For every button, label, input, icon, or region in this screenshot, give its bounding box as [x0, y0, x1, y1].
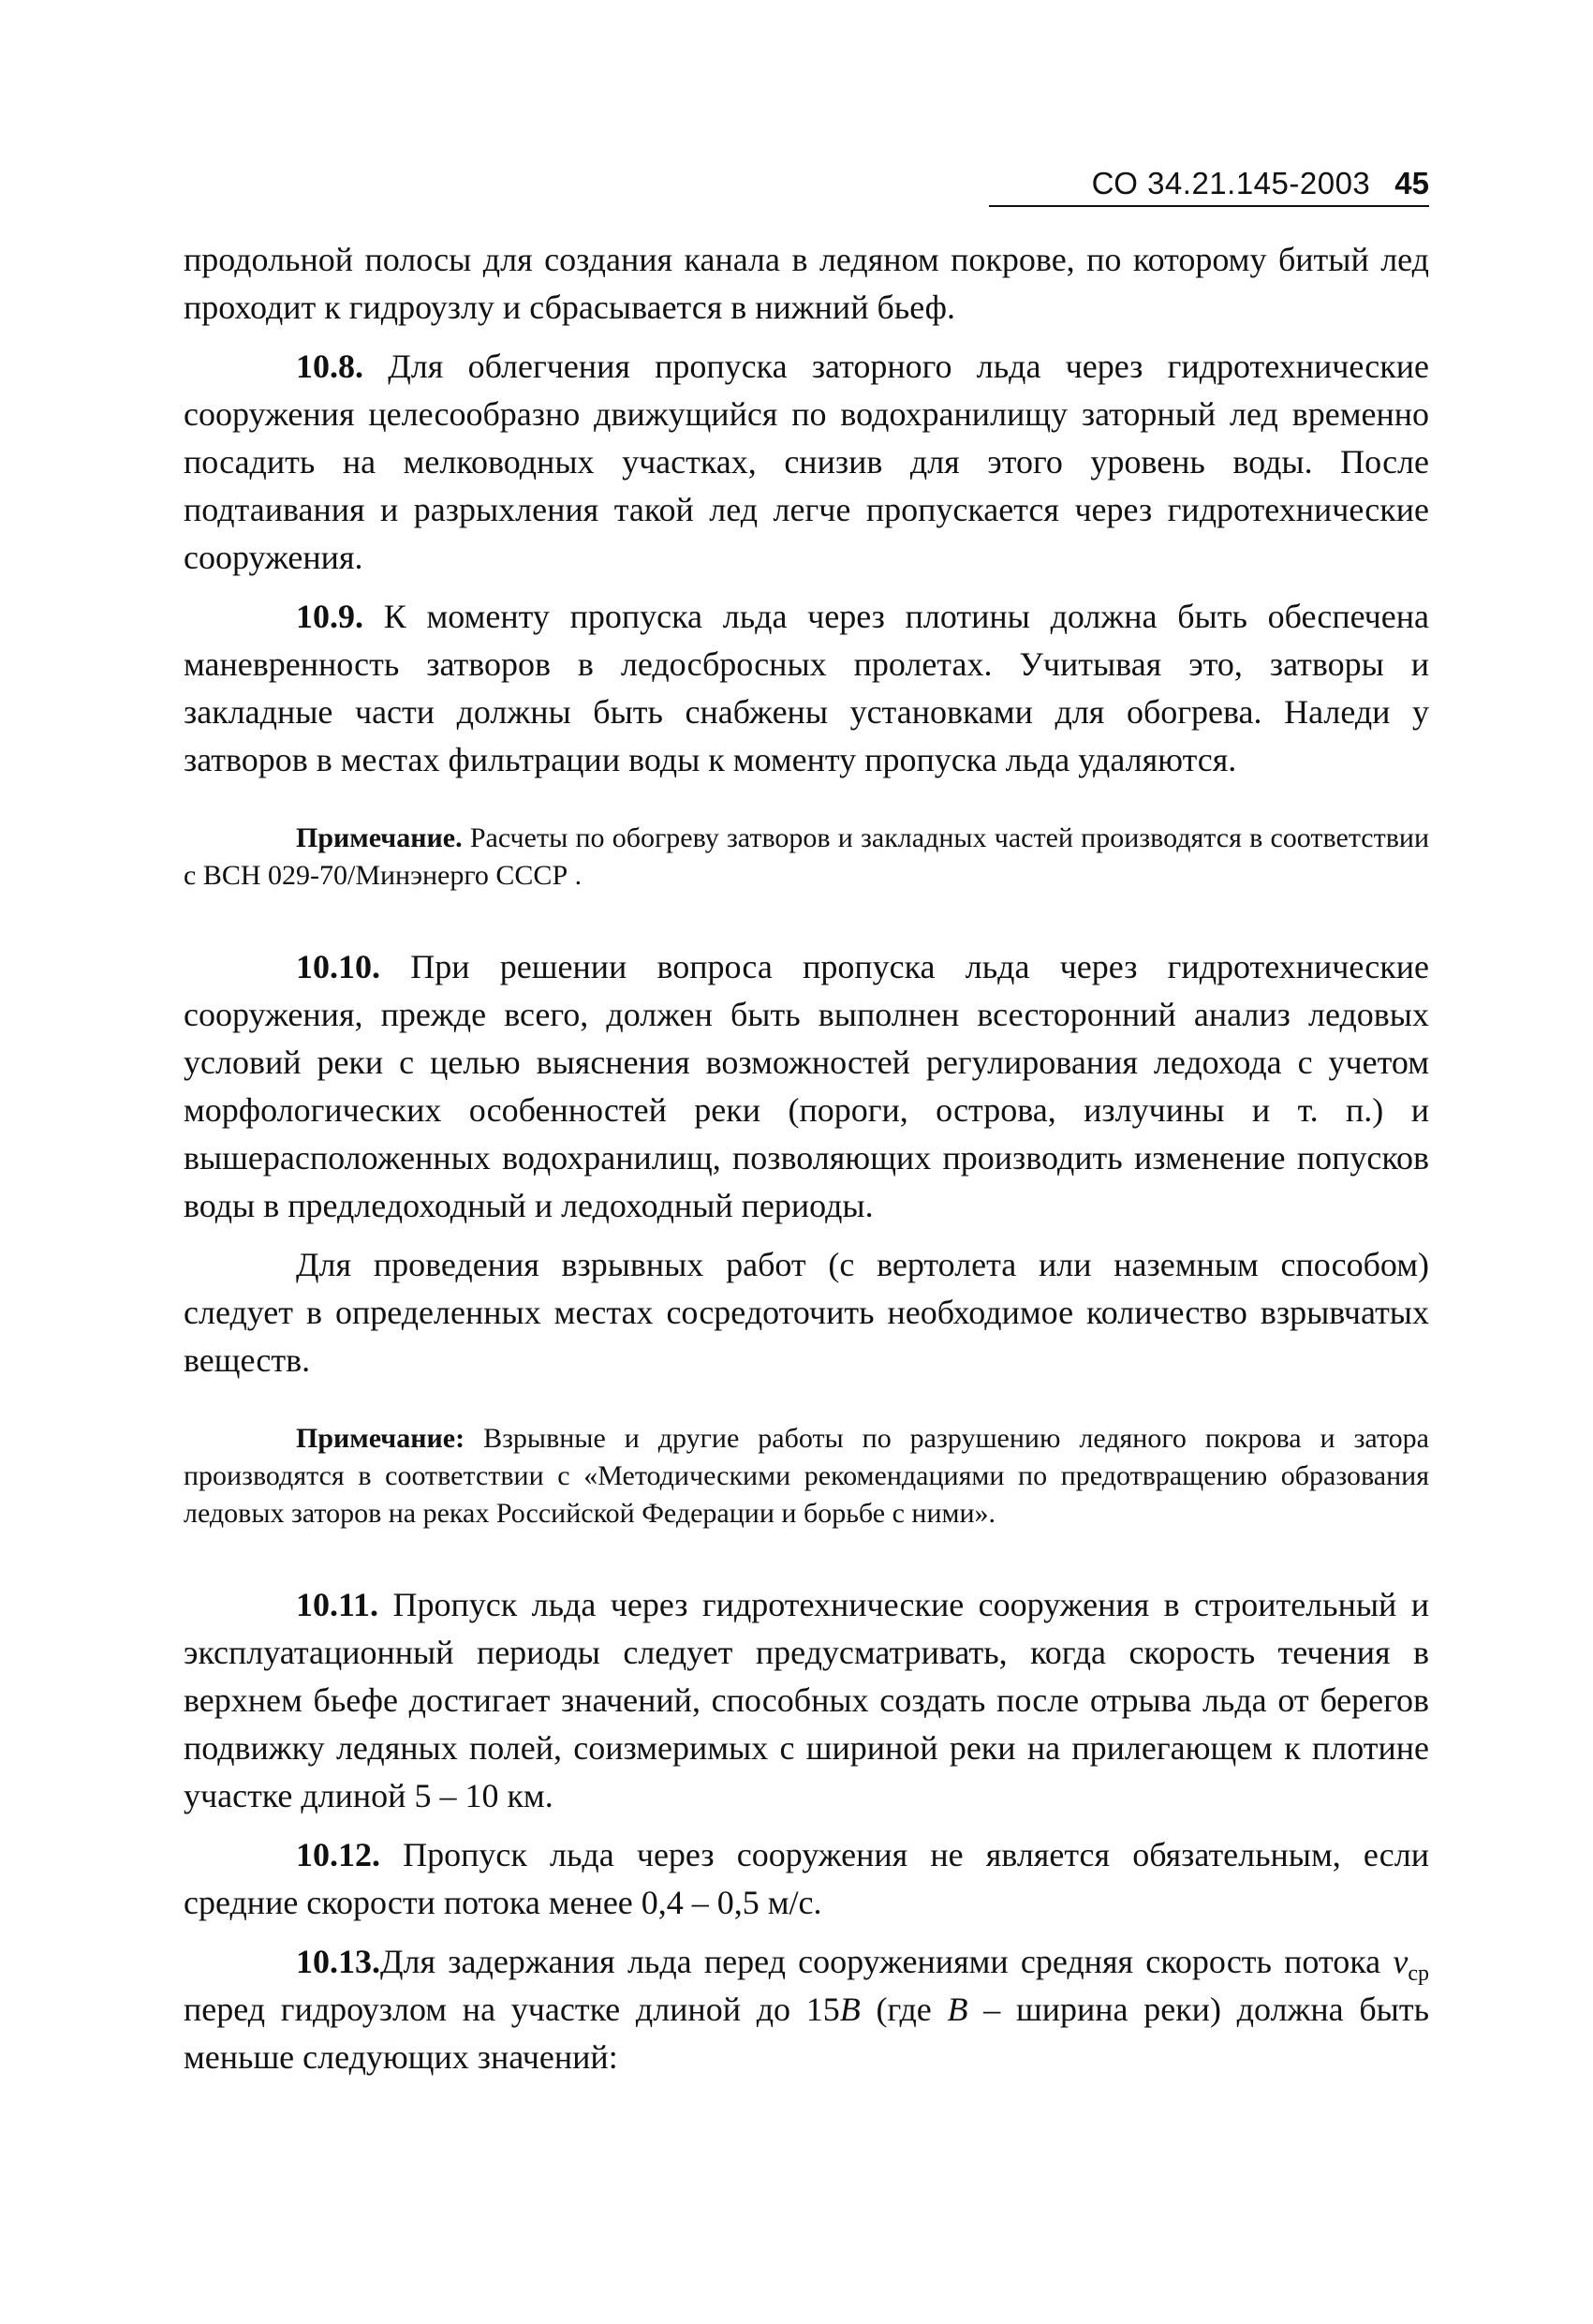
note-label: Примечание:: [296, 1423, 465, 1454]
header-rule: [989, 205, 1429, 207]
document-page: [184, 0, 1429, 2324]
paragraph-explosives: [184, 1241, 1429, 1384]
paragraph-10-13: [184, 1938, 1429, 2081]
paragraph-text: перед гидроузлом на участке длиной до 15: [184, 1991, 840, 2028]
velocity-symbol: v: [1393, 1943, 1409, 1980]
note-heating: [184, 820, 1429, 895]
paragraph-text: Пропуск льда через гидротехнические сооружения в строительный и эксплуатационный периоды следует предусматривать, когда скорость течения в верхнем бьефе достигает значений, способных создать после отрыва льда от берегов подвижку ледяных полей, соизмеримых с шириной реки на прилегающем к плотине участке длиной 5 – 10 км.: [184, 1586, 1429, 1814]
width-symbol: B: [947, 1991, 968, 2028]
paragraph-number: 10.11.: [296, 1586, 379, 1623]
note-label: Примечание.: [296, 822, 463, 853]
paragraph-text: продольной полосы для создания канала в ледяном покрове, по которому битый лед проходит к гидроузлу и сбрасывается в нижний бьеф.: [184, 241, 1429, 326]
paragraph-text: (где: [860, 1991, 948, 2028]
velocity-subscript: ср: [1408, 1961, 1429, 1986]
paragraph-text: Для задержания льда перед сооружениями средняя скорость потока: [380, 1943, 1394, 1980]
paragraph-10-12: [184, 1831, 1429, 1927]
paragraph-number: 10.12.: [296, 1836, 380, 1873]
paragraph-number: 10.8.: [296, 348, 363, 385]
paragraph-10-8: [184, 343, 1429, 582]
paragraph-text: Для проведения взрывных работ (с вертолета или наземным способом) следует в определенных местах сосредоточить необходимое количество взрывчатых веществ.: [184, 1246, 1429, 1379]
width-symbol: B: [839, 1991, 861, 2028]
note-explosive-works: [184, 1420, 1429, 1532]
page-number: 45: [1394, 166, 1429, 200]
paragraph-10-9: [184, 593, 1429, 784]
paragraph-text: При решении вопроса пропуска льда через гидротехнические сооружения, прежде всего, должен быть выполнен всесторонний анализ ледовых условий реки с целью выяснения возможностей регулирования ледохода с учетом морфологических особенностей реки (пороги, острова, излучины и т. п.) и вышерасположенных водохранилищ, позволяющих производить изменение попусков воды в предледоходный и ледоходный периоды.: [184, 948, 1429, 1224]
note-text: Расчеты по обогреву затворов и закладных частей производятся в соответствии с ВСН 029-70/Минэнерго СССР .: [184, 822, 1429, 891]
paragraph-text: Пропуск льда через сооружения не является обязательным, если средние скорости потока менее 0,4 – 0,5 м/с.: [184, 1836, 1429, 1921]
paragraph-text: К моменту пропуска льда через плотины должна быть обеспечена маневренность затворов в ледосбросных пролетах. Учитывая это, затворы и закладные части должны быть снабжены установками для обогрева. Наледи у затворов в местах фильтрации воды к моменту пропуска льда удаляются.: [184, 598, 1429, 778]
note-text: Взрывные и другие работы по разрушению ледяного покрова и затора производятся в соответствии с «Методическими рекомендациями по предотвращению образования ледовых заторов на реках Российской Федерации и борьбе с ними».: [184, 1423, 1429, 1529]
paragraph-10-10: [184, 943, 1429, 1230]
paragraph-continuation: [184, 236, 1429, 332]
paragraph-10-11: [184, 1581, 1429, 1820]
document-body: [184, 236, 1429, 2081]
paragraph-number: 10.10.: [296, 948, 380, 985]
paragraph-text: – ширина реки) должна быть меньше следующих значений:: [184, 1991, 1429, 2076]
paragraph-number: 10.9.: [296, 598, 363, 635]
page-header: [1092, 165, 1429, 202]
paragraph-text: Для облегчения пропуска заторного льда через гидротехнические сооружения целесообразно движущийся по водохранилищу заторный лед временно посадить на мелководных участках, снизив для этого уровень воды. После подтаивания и разрыхления такой лед легче пропускается через гидротехнические сооружения.: [184, 348, 1429, 576]
paragraph-number: 10.13.: [296, 1943, 380, 1980]
document-code: СО 34.21.145-2003: [1091, 166, 1371, 200]
